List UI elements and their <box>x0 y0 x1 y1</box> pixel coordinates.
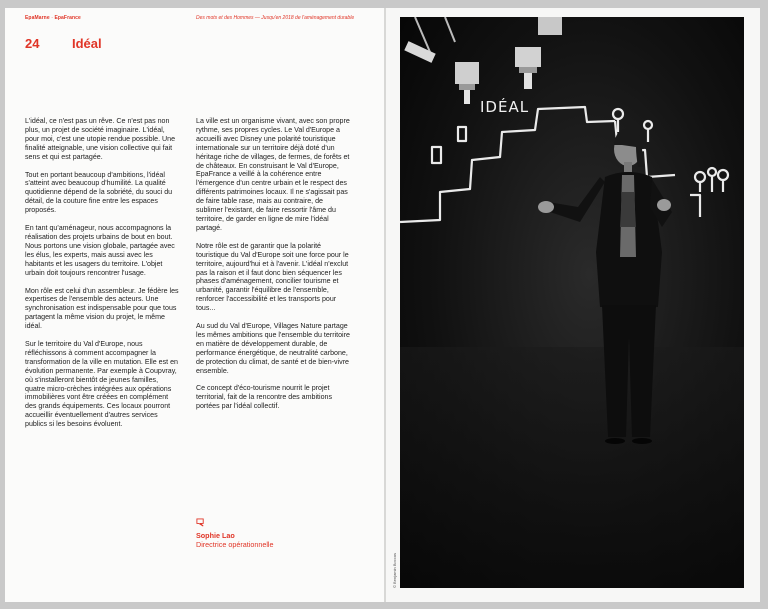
paragraph: La ville est un organisme vivant, avec son propre rythme, ses propres cycles. Le Val d'Europe a accueilli avec Disney une polarité touristique internationale sur un territoire déjà doté d'un héritage riche de villages, de fermes, de forêts et de châteaux. En construisant le Val d'Europe, EpaFrance a veillé à la cohérence entre l'émergence d'un centre urbain et le respect des différents patrimoines locaux. Il ne s'agissait pas de faire table rase, mais au contraire, de sublimer l'existant, de faire ressortir l'âme du territoire, de garder en ligne de mire l'idéal partagé. <box>196 117 350 232</box>
header-brand <box>25 15 81 21</box>
paragraph: Notre rôle est de garantir que la polarité touristique du Val d'Europe soit une force pour le territoire, aujourd'hui et à l'avenir. L'idéal n'exclut pas la raison et il faut donc bien séquencer les phases d'aménagement, concilier tourisme et urbanité, garantir l'équilibre de l'ensemble, renforcer l'accessibilité et les transports pour tous... <box>196 241 349 313</box>
text-column-right <box>196 117 351 420</box>
paragraph: Tout en portant beaucoup d'ambitions, l'idéal s'atteint avec beaucoup d'humilité. La qualité quotidienne dépend de la sobriété, du souci du détail, de la couture fine entre les espaces proposés. <box>25 170 173 215</box>
brand-separator: · <box>49 15 55 21</box>
page-number: 24 <box>25 36 40 51</box>
author-name: Sophie Lao <box>196 531 235 540</box>
paragraph: Ce concept d'éco-tourisme nourrit le projet territorial, fait de la rencontre des ambitions portées par l'idéal collectif. <box>196 384 333 411</box>
chalk-word: IDÉAL <box>480 98 530 116</box>
paragraph: L'idéal, ce n'est pas un rêve. Ce n'est pas non plus, un projet de société imaginaire. L'idéal, pour moi, c'est une utopie rendue possible. Une finalité atteignable, une vision collective qui fait sens et qui est partagée. <box>25 117 176 161</box>
author-role: Directrice opérationnelle <box>196 540 274 549</box>
portrait-photo <box>400 17 744 588</box>
paragraph: Sur le territoire du Val d'Europe, nous réfléchissons à comment accompagner la transformation de la ville en mutation. Elle est en évolution permanente. Par exemple à Coupvray, où s'installeront bientôt de jeunes familles, quatre micro-crèches intégrées aux opérations immobilières vont être créées en complément des grands équipements. Ces locaux pourront accueillir éventuellement d'autres services publics si les besoins évoluent. <box>25 340 178 429</box>
page-title: Idéal <box>72 36 102 51</box>
paragraph: En tant qu'aménageur, nous accompagnons la réalisation des projets urbains de bout en bout. Nous portons une vision globale, partagée avec les élus, les experts, mais aussi avec les habitants et les usagers du territoire. L'objet urbain doit toujours rencontrer l'usage. <box>25 224 175 277</box>
speech-bubble-icon <box>196 518 205 527</box>
paragraph: Mon rôle est celui d'un assembleur. Je fédère les expertises de l'ensemble des acteurs. Une synchronisation est indispensable pour que tous partagent la même vision du projet, le même idéal. <box>25 286 179 331</box>
running-title: Des mots et des Hommes — Jusqu'en 2018 de l'aménagement durable <box>196 15 355 21</box>
brand-epafrance: EpaFrance <box>54 15 81 21</box>
paragraph: Au sud du Val d'Europe, Villages Nature partage les mêmes ambitions que l'ensemble du territoire en matière de développement durable, de performance énergétique, de neutralité carbone, de protection du climat, de santé et de bien-vivre ensemble. <box>196 322 350 375</box>
text-column-left <box>25 117 180 438</box>
brand-epamarne: EpaMarne <box>25 15 50 21</box>
photo-credit: © Benjamin Boccas <box>392 553 397 588</box>
